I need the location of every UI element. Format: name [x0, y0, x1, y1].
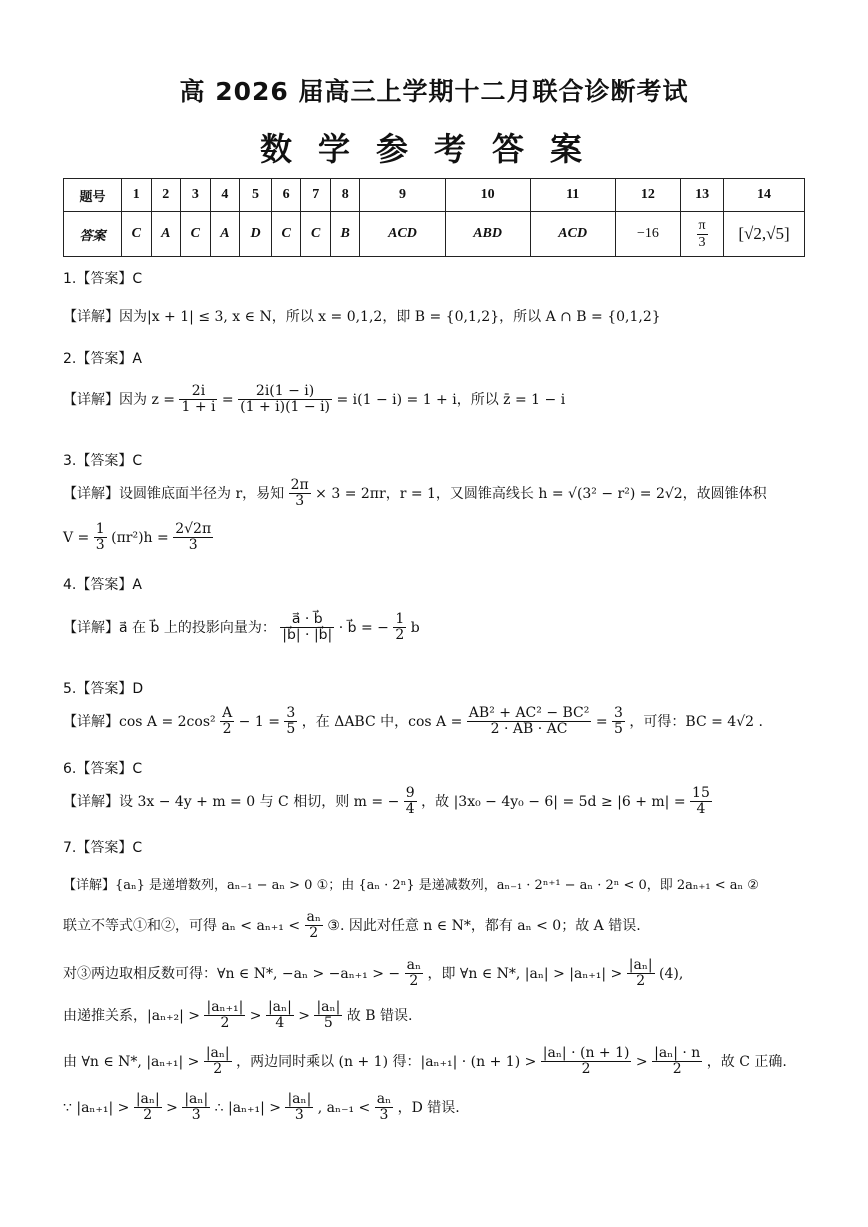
- q7-line-1: 【详解】{aₙ} 是递增数列，aₙ₋₁ − aₙ > 0 ①；由 {aₙ · 2ⁿ} 是递减数列，aₙ₋₁ · 2ⁿ⁺¹ − aₙ · 2ⁿ < 0，即 2aₙ₊₁ < aₙ ②: [63, 878, 759, 893]
- q3-answer: 3.【答案】C: [63, 453, 143, 469]
- table-cell: 9: [360, 179, 445, 212]
- q7-line-5: 由 ∀n ∈ N*, |aₙ₊₁| > $\frac{\text{|aₙ|}}{2}$ ，两边同时乘以 (n + 1) 得：|aₙ₊₁| · (n + 1) > $\frac{\text{|aₙ| · (n + 1)}}{2}$ > $\frac{\text{|aₙ| · n}}{2}$ ，故 C 正确.: [63, 1045, 787, 1078]
- q1-detail: 【详解】因为|x + 1| ≤ 3, x ∈ N，所以 x = 0,1,2，即 B = {0,1,2}，所以 A ∩ B = {0,1,2}: [63, 309, 661, 325]
- table-cell: [√2,√5]: [724, 212, 805, 257]
- q6-answer: 6.【答案】C: [63, 761, 143, 777]
- q7-line-6: ∵ |aₙ₊₁| > $\frac{\text{|aₙ|}}{2}$ > $\frac{\text{|aₙ|}}{3}$ ∴ |aₙ₊₁| > $\frac{\text{|aₙ|}}{3}$ , aₙ₋₁ < $\frac{\text{aₙ}}{3}$ ，D 错误.: [63, 1091, 460, 1124]
- answer-table: [63, 178, 805, 257]
- table-cell: −16: [615, 212, 680, 257]
- table-cell: 1: [122, 179, 152, 212]
- table-cell: ACD: [530, 212, 615, 257]
- table-cell: D: [240, 212, 272, 257]
- table-cell: 2: [151, 179, 181, 212]
- table-cell: ABD: [445, 212, 530, 257]
- table-cell: C: [122, 212, 152, 257]
- table-cell: A: [151, 212, 181, 257]
- table-cell: 7: [301, 179, 331, 212]
- fraction: $\frac{\pi}{3}$: [698, 218, 706, 250]
- table-cell: B: [330, 212, 360, 257]
- table-cell: A: [210, 212, 240, 257]
- q5-detail: 【详解】cos A = 2cos² $\frac{A}{2}$ − 1 = $\frac{3}{5}$ ，在 ΔABC 中，cos A = $\frac{\text{AB² + AC² − BC²}}{2 \cdot AB \cdot AC}$ = $\frac{3}{5}$ ，可得：BC = 4√2 .: [63, 705, 763, 738]
- q2-answer: 2.【答案】A: [63, 351, 142, 367]
- table-cell: ACD: [360, 212, 445, 257]
- page-title: 高 2026 届高三上学期十二月联合诊断考试: [179, 77, 689, 106]
- q7-line-4: 由递推关系，|aₙ₊₂| > $\frac{\text{|aₙ₊₁|}}{2}$ > $\frac{\text{|aₙ|}}{4}$ > $\frac{\text{|aₙ|}}{5}$ 故 B 错误.: [63, 999, 413, 1032]
- q7-line-3: 对③两边取相反数可得：∀n ∈ N*, −aₙ > −aₙ₊₁ > − $\frac{\text{aₙ}}{2}$ ，即 ∀n ∈ N*, |aₙ| > |aₙ₊₁| > $\frac{\text{|aₙ|}}{2}$ (4),: [63, 957, 684, 990]
- q3-detail: 【详解】设圆锥底面半径为 r，易知 $\frac{2\pi}{3}$ × 3 = 2πr，r = 1，又圆锥高线长 h = √(3² − r²) = 2√2，故圆锥体积: [63, 477, 767, 510]
- q6-detail: 【详解】设 3x − 4y + m = 0 与 C 相切，则 m = − $\frac{9}{4}$ ，故 |3x₀ − 4y₀ − 6| = 5d ≥ |6 + m| = $\frac{15}{4}$: [63, 785, 710, 818]
- q1-answer: 1.【答案】C: [63, 271, 143, 287]
- table-cell: 3: [181, 179, 211, 212]
- table-row-numbers: [64, 179, 805, 212]
- q3-volume: V = $\frac{1}{3}$ (πr²)h = $\frac{2√2\pi}{3}$: [63, 521, 212, 554]
- table-cell: 14: [724, 179, 805, 212]
- table-cell: 11: [530, 179, 615, 212]
- table-cell: C: [181, 212, 211, 257]
- q7-answer: 7.【答案】C: [63, 840, 143, 856]
- q7-line-2: 联立不等式①和②，可得 aₙ < aₙ₊₁ < $\frac{\text{aₙ}}{2}$ ③. 因此对任意 n ∈ N*，都有 aₙ < 0；故 A 错误.: [63, 909, 641, 942]
- table-cell: 5: [240, 179, 272, 212]
- q4-answer: 4.【答案】A: [63, 577, 142, 593]
- table-cell: 10: [445, 179, 530, 212]
- table-cell: 12: [615, 179, 680, 212]
- q5-answer: 5.【答案】D: [63, 681, 144, 697]
- table-cell: C: [271, 212, 301, 257]
- table-cell: [681, 212, 724, 257]
- table-cell: 6: [271, 179, 301, 212]
- q4-detail: 【详解】a⃗ 在 b⃗ 上的投影向量为： $\frac{a⃗ \cdot b⃗}{|b⃗| \cdot |b⃗|}$ · b⃗ = − $\frac{1}{2}$ b: [63, 611, 420, 644]
- row-label-question: 题号: [64, 179, 122, 212]
- table-cell: C: [301, 212, 331, 257]
- q2-detail: 【详解】因为 z = $\frac{2i}{1 + i}$ = $\frac{2i(1 - i)}{(1 + i)(1 - i)}$ = i(1 − i) = 1 + i，所以 z̄ = 1 − i: [63, 383, 566, 416]
- table-cell: 4: [210, 179, 240, 212]
- page-subtitle: 数学参考答案: [259, 130, 608, 168]
- table-cell: 13: [681, 179, 724, 212]
- table-row-answers: [64, 212, 805, 257]
- row-label-answer: 答案: [64, 212, 122, 257]
- table-cell: 8: [330, 179, 360, 212]
